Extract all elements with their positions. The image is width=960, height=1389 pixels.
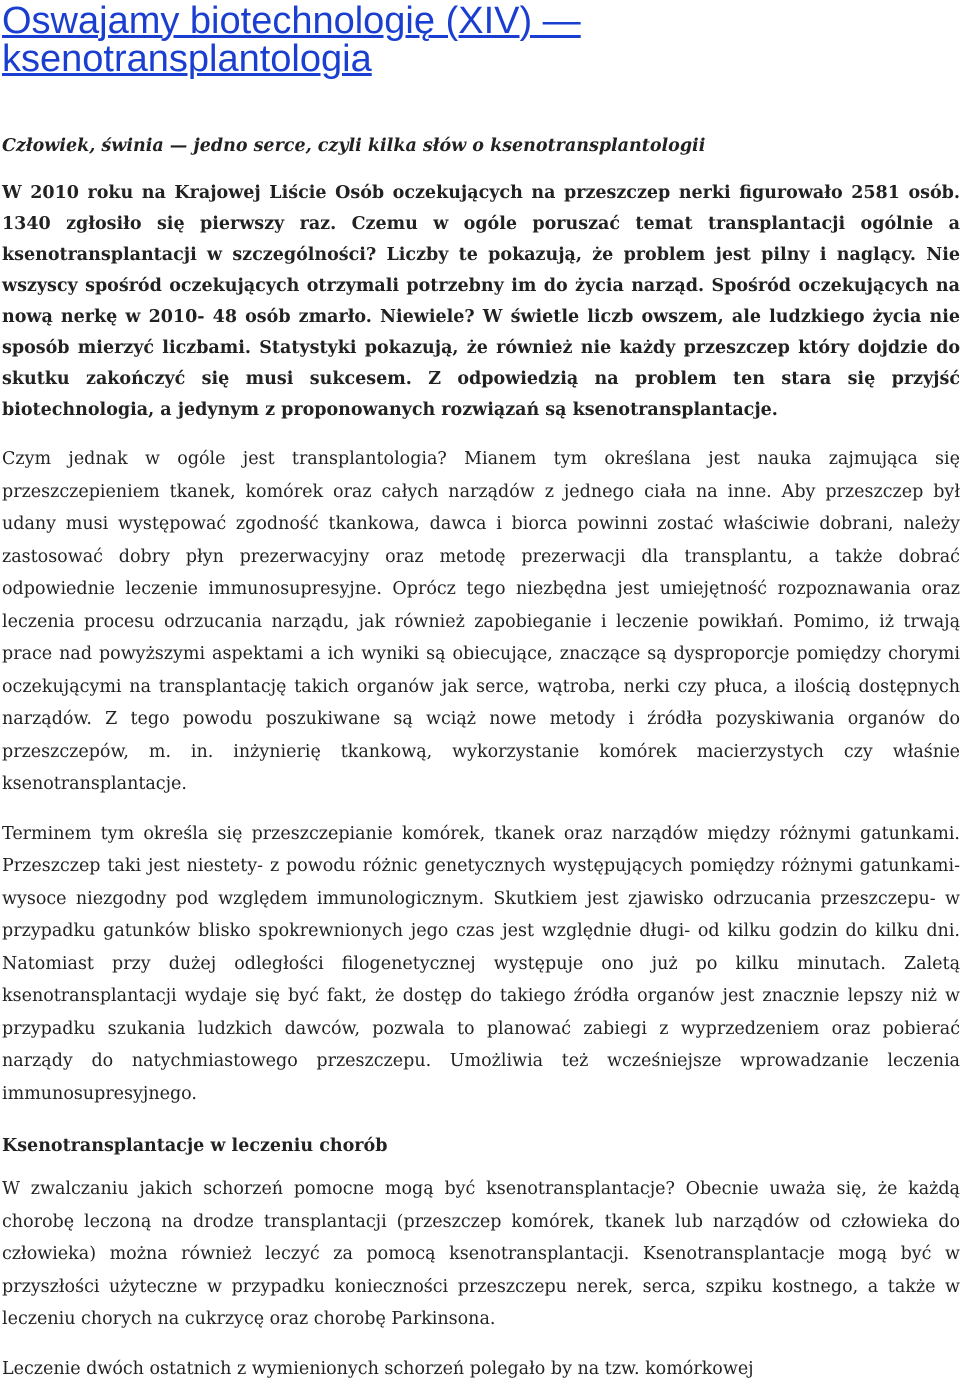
article-subtitle: Człowiek, świnia — jedno serce, czyli kilka słów o ksenotransplantologii [2, 136, 706, 156]
article-title-link[interactable]: Oswajamy biotechnologię (XIV) — ksenotransplantologia [2, 0, 581, 80]
section-heading: Ksenotransplantacje w leczeniu chorób [2, 1136, 388, 1156]
lead-paragraph: W 2010 roku na Krajowej Liście Osób oczekujących na przeszczep nerki figurowało 2581 osób. 1340 zgłosiło się pierwszy raz. Czemu w ogóle poruszać temat transplantacji ogólnie a ksenotransplantacji w szczególności? Liczby te pokazują, że problem jest pilny i naglący. Nie wszyscy spośród oczekujących otrzymali potrzebny im do życia narząd. Spośród oczekujących na nową nerkę w 2010- 48 osób zmarło. Niewiele? W świetle liczb owszem, ale ludzkiego życia nie sposób mierzyć liczbami. Statystyki pokazują, że również nie każdy przeszczep który dojdzie do skutku zakończyć się musi sukcesem. Z odpowiedzią na problem ten stara się przyjść biotechnologia, a jedynym z proponowanych rozwiązań są ksenotransplantacje. [2, 183, 960, 420]
paragraph-diseases: W zwalczaniu jakich schorzeń pomocne mogą być ksenotransplantacje? Obecnie uważa się, że każdą chorobę leczoną na drodze transplantacji (przeszczep komórek, tkanek lub narządów od człowieka do człowieka) można również leczyć za pomocą ksenotransplantacji. Ksenotransplantacje mogą być w przyszłości użyteczne w przypadku konieczności przeszczepu nerek, serca, szpiku kostnego, a także w leczeniu chorych na cukrzycę oraz chorobę Parkinsona. [2, 1179, 960, 1329]
paragraph-transplantology: Czym jednak w ogóle jest transplantologia? Mianem tym określana jest nauka zajmująca się przeszczepieniem tkanek, komórek oraz całych narządów z jednego ciała na inne. Aby przeszczep był udany musi występować zgodność tkankowa, dawca i biorca powinni zostać właściwie dobrani, należy zastosować dobry płyn prezerwacyjny oraz metodę prezerwacji dla transplantu, a także dobrać odpowiednie leczenie immunosupresyjne. Oprócz tego niezbędna jest umiejętność rozpoznawania oraz leczenia procesu odrzucania narządu, jak również zapobieganie i leczenie powikłań. Pomimo, iż trwają prace nad powyższymi aspektami a ich wyniki są obiecujące, znaczące są dysproporcje pomiędzy chorymi oczekującymi na transplantację takich organów jak serce, wątroba, nerki czy płuca, a ilością dostępnych narządów. Z tego powodu poszukiwane są wciąż nowe metody i źródła pozyskiwania organów do przeszczepów, m. in. inżynierię tkankową, wykorzystanie komórek macierzystych czy właśnie ksenotransplantacje. [2, 449, 960, 794]
paragraph-xenotransplantation-definition: Terminem tym określa się przeszczepianie komórek, tkanek oraz narządów między różnymi gatunkami. Przeszczep taki jest niestety- z powodu różnic genetycznych występujących pomiędzy różnymi gatunkami- wysoce niezgodny pod względem immunologicznym. Skutkiem jest zjawisko odrzucania przeszczepu- w przypadku gatunków blisko spokrewnionych jego czas jest względnie długi- od kilku godzin do kilku dni. Natomiast przy dużej odległości filogenetycznej występuje ono już po kilku minutach. Zaletą ksenotransplantacji wydaje się być fakt, że dostęp do takiego źródła organów jest znacznie lepszy niż w przypadku szukania ludzkich dawców, pozwala to planować zabiegi z wyprzedzeniem oraz pobierać narządy do natychmiastowego przeszczepu. Umożliwia też wcześniejsze wprowadzanie leczenia immunosupresyjnego. [2, 823, 960, 1104]
paragraph-last: Leczenie dwóch ostatnich z wymienionych schorzeń polegało by na tzw. komórkowej [2, 1358, 754, 1379]
